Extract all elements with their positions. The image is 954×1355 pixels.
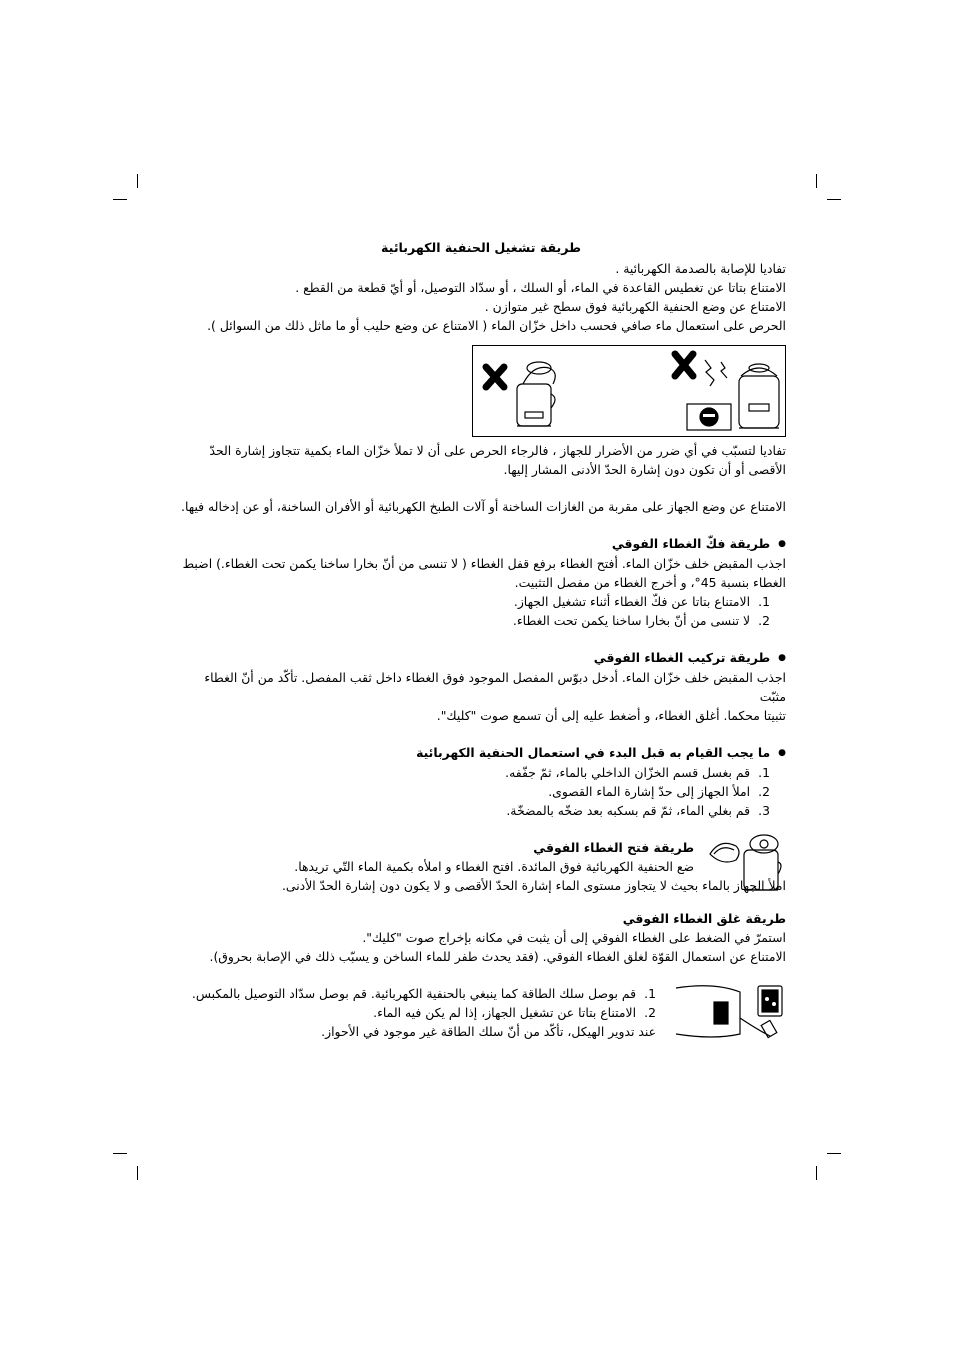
list-number: 2. [644,1005,656,1020]
crop-mark [816,1166,817,1180]
power-section [176,984,786,1041]
open-lid-line: املأ الجهاز بالماء بحيث لا يتجاوز مستوى الماء إشارة الحدّ الأقصى و لا يكون دون إشارة الحدّ الأدنى. [281,878,786,893]
crop-mark [137,1166,138,1180]
list-number: 1. [644,986,656,1001]
power-illustration [674,978,786,1044]
install-lid-heading: ● طريقة تركيب الغطاء الفوقي [176,648,786,668]
list-item [176,984,656,1003]
page-title: طريقة تشغيل الحنفية الكهربائية [381,240,581,255]
socket-plug-icon [687,404,731,430]
remove-lid-line: الغطاء بنسبة 45°، و أخرج الغطاء من مفصل التثبيت. [514,575,786,590]
intro-line: الحرص على استعمال ماء صافي فحسب داخل خزّان الماء ( الامتناع عن وضع حليب أو ما ماثل ذلك من السوائل ). [207,318,786,333]
manual-page [176,238,786,1041]
crop-mark [827,199,841,200]
remove-lid-heading: ● طريقة فكّ الغطاء الفوقي [176,534,786,554]
list-number: 1. [758,765,770,780]
before-use-heading: ● ما يجب القيام به قبل البدء في استعمال الحنفية الكهربائية [176,743,786,763]
list-text: الامتناع بتاتا عن فكّ الغطاء أثناء تشغيل الجهاز. [513,594,751,609]
thermos-pot-icon [517,362,555,426]
remove-lid-list [176,592,786,630]
list-item [176,1003,656,1022]
list-text: الامتناع بتاتا عن تشغيل الجهاز، إذا لم يكن فيه الماء. [373,1005,637,1020]
warning-illustration [472,345,786,437]
list-number: 3. [758,803,770,818]
list-item [176,782,770,801]
fill-warning-line: الأقصى أو أن تكون دون إشارة الحدّ الأدنى المشار إليها. [503,462,786,477]
power-note: عند تدوير الهيكل، تأكّد من أنّ سلك الطاقة غير موجود في الأحواز. [321,1024,656,1039]
list-text: لا تنسى من أنّ بخارا ساخنا يكمن تحت الغطاء. [512,613,751,628]
intro-line: تفاديا للإصابة بالصدمة الكهربائية . [615,261,786,276]
install-lid-line: تثبيتا محكما. أغلق الغطاء، و أضغط عليه إلى أن تسمع صوت "كليك". [436,708,786,723]
remove-lid-line: اجذب المقبض خلف خزّان الماء. أفتح الغطاء برفع قفل الغطاء ( لا تنسى من أنّ بخارا ساخنا يكمن تحت الغطاء.) اضبط [182,556,786,571]
list-text: قم بوصل سلك الطاقة كما ينبغي بالحنفية الكهربائية. قم بوصل سدّاد التوصيل بالمكبس. [191,986,637,1001]
list-number: 2. [758,784,770,799]
list-text: قم بغلي الماء، ثمّ قم بسكبه بعد ضخّه بالمضخّة. [506,803,751,818]
open-lid-section [176,838,786,895]
kettle-lid-icon [706,832,786,898]
before-use-list [176,763,786,820]
list-number: 1. [758,594,770,609]
intro-line: الامتناع عن وضع الحنفية الكهربائية فوق سطح غير متوازن . [484,299,786,314]
close-lid-heading: طريقة غلق الغطاء الفوقي [622,911,786,926]
list-item [176,763,770,782]
thermos-pot-icon [739,364,779,428]
intro-line: الامتناع بتاتا عن تغطيس القاعدة في الماء، أو السلك ، أو سدّاد التوصيل، أو أيّ قطعة من القطع . [295,280,786,295]
crop-mark [816,174,817,188]
install-lid-line: اجذب المقبض خلف خزّان الماء. أدخل دبوّس المفصل الموجود فوق الغطاء داخل ثقب المفصل. تأكّد من أنّ الغطاء مثبّت [204,670,786,704]
list-text: املأ الجهاز إلى حدّ إشارة الماء القصوى. [548,784,751,799]
crop-mark [137,174,138,188]
list-item [176,611,770,630]
heat-warning: الامتناع عن وضع الجهاز على مقربة من الغازات الساخنة أو آلات الطبخ الكهربائية أو الأفران الساخنة، أو عن إدخاله فيها. [181,499,786,514]
cross-mark-icon [486,367,504,387]
list-item [176,801,770,820]
crop-mark [113,199,127,200]
power-list [176,984,656,1022]
list-number: 2. [758,613,770,628]
list-item [176,592,770,611]
open-lid-line: ضع الحنفية الكهربائية فوق المائدة. افتح الغطاء و املأه بكمية الماء التّي تريدها. [294,859,694,874]
close-lid-line: استمرّ في الضغط على الغطاء الفوقي إلى أن يثبت في مكانه بإخراج صوت "كليك". [362,930,786,945]
close-lid-line: الامتناع عن استعمال القوّة لغلق الغطاء الفوقي. (فقد يحدث طفر للماء الساخن و يسبّب ذلك في الإصابة بحروق). [209,949,786,964]
list-text: قم بغسل قسم الخزّان الداخلي بالماء، ثمّ جفّفه. [505,765,751,780]
crop-mark [827,1153,841,1154]
open-lid-heading: طريقة فتح الغطاء الفوقي [533,840,694,855]
crop-mark [113,1153,127,1154]
fill-warning-line: تفاديا لتسبّب في أي ضرر من الأضرار للجهاز ، فالرجاء الحرص على أن لا تملأ خزّان الماء بكمية تتجاوز إشارة الحدّ [209,443,786,458]
cross-mark-icon [675,354,693,376]
